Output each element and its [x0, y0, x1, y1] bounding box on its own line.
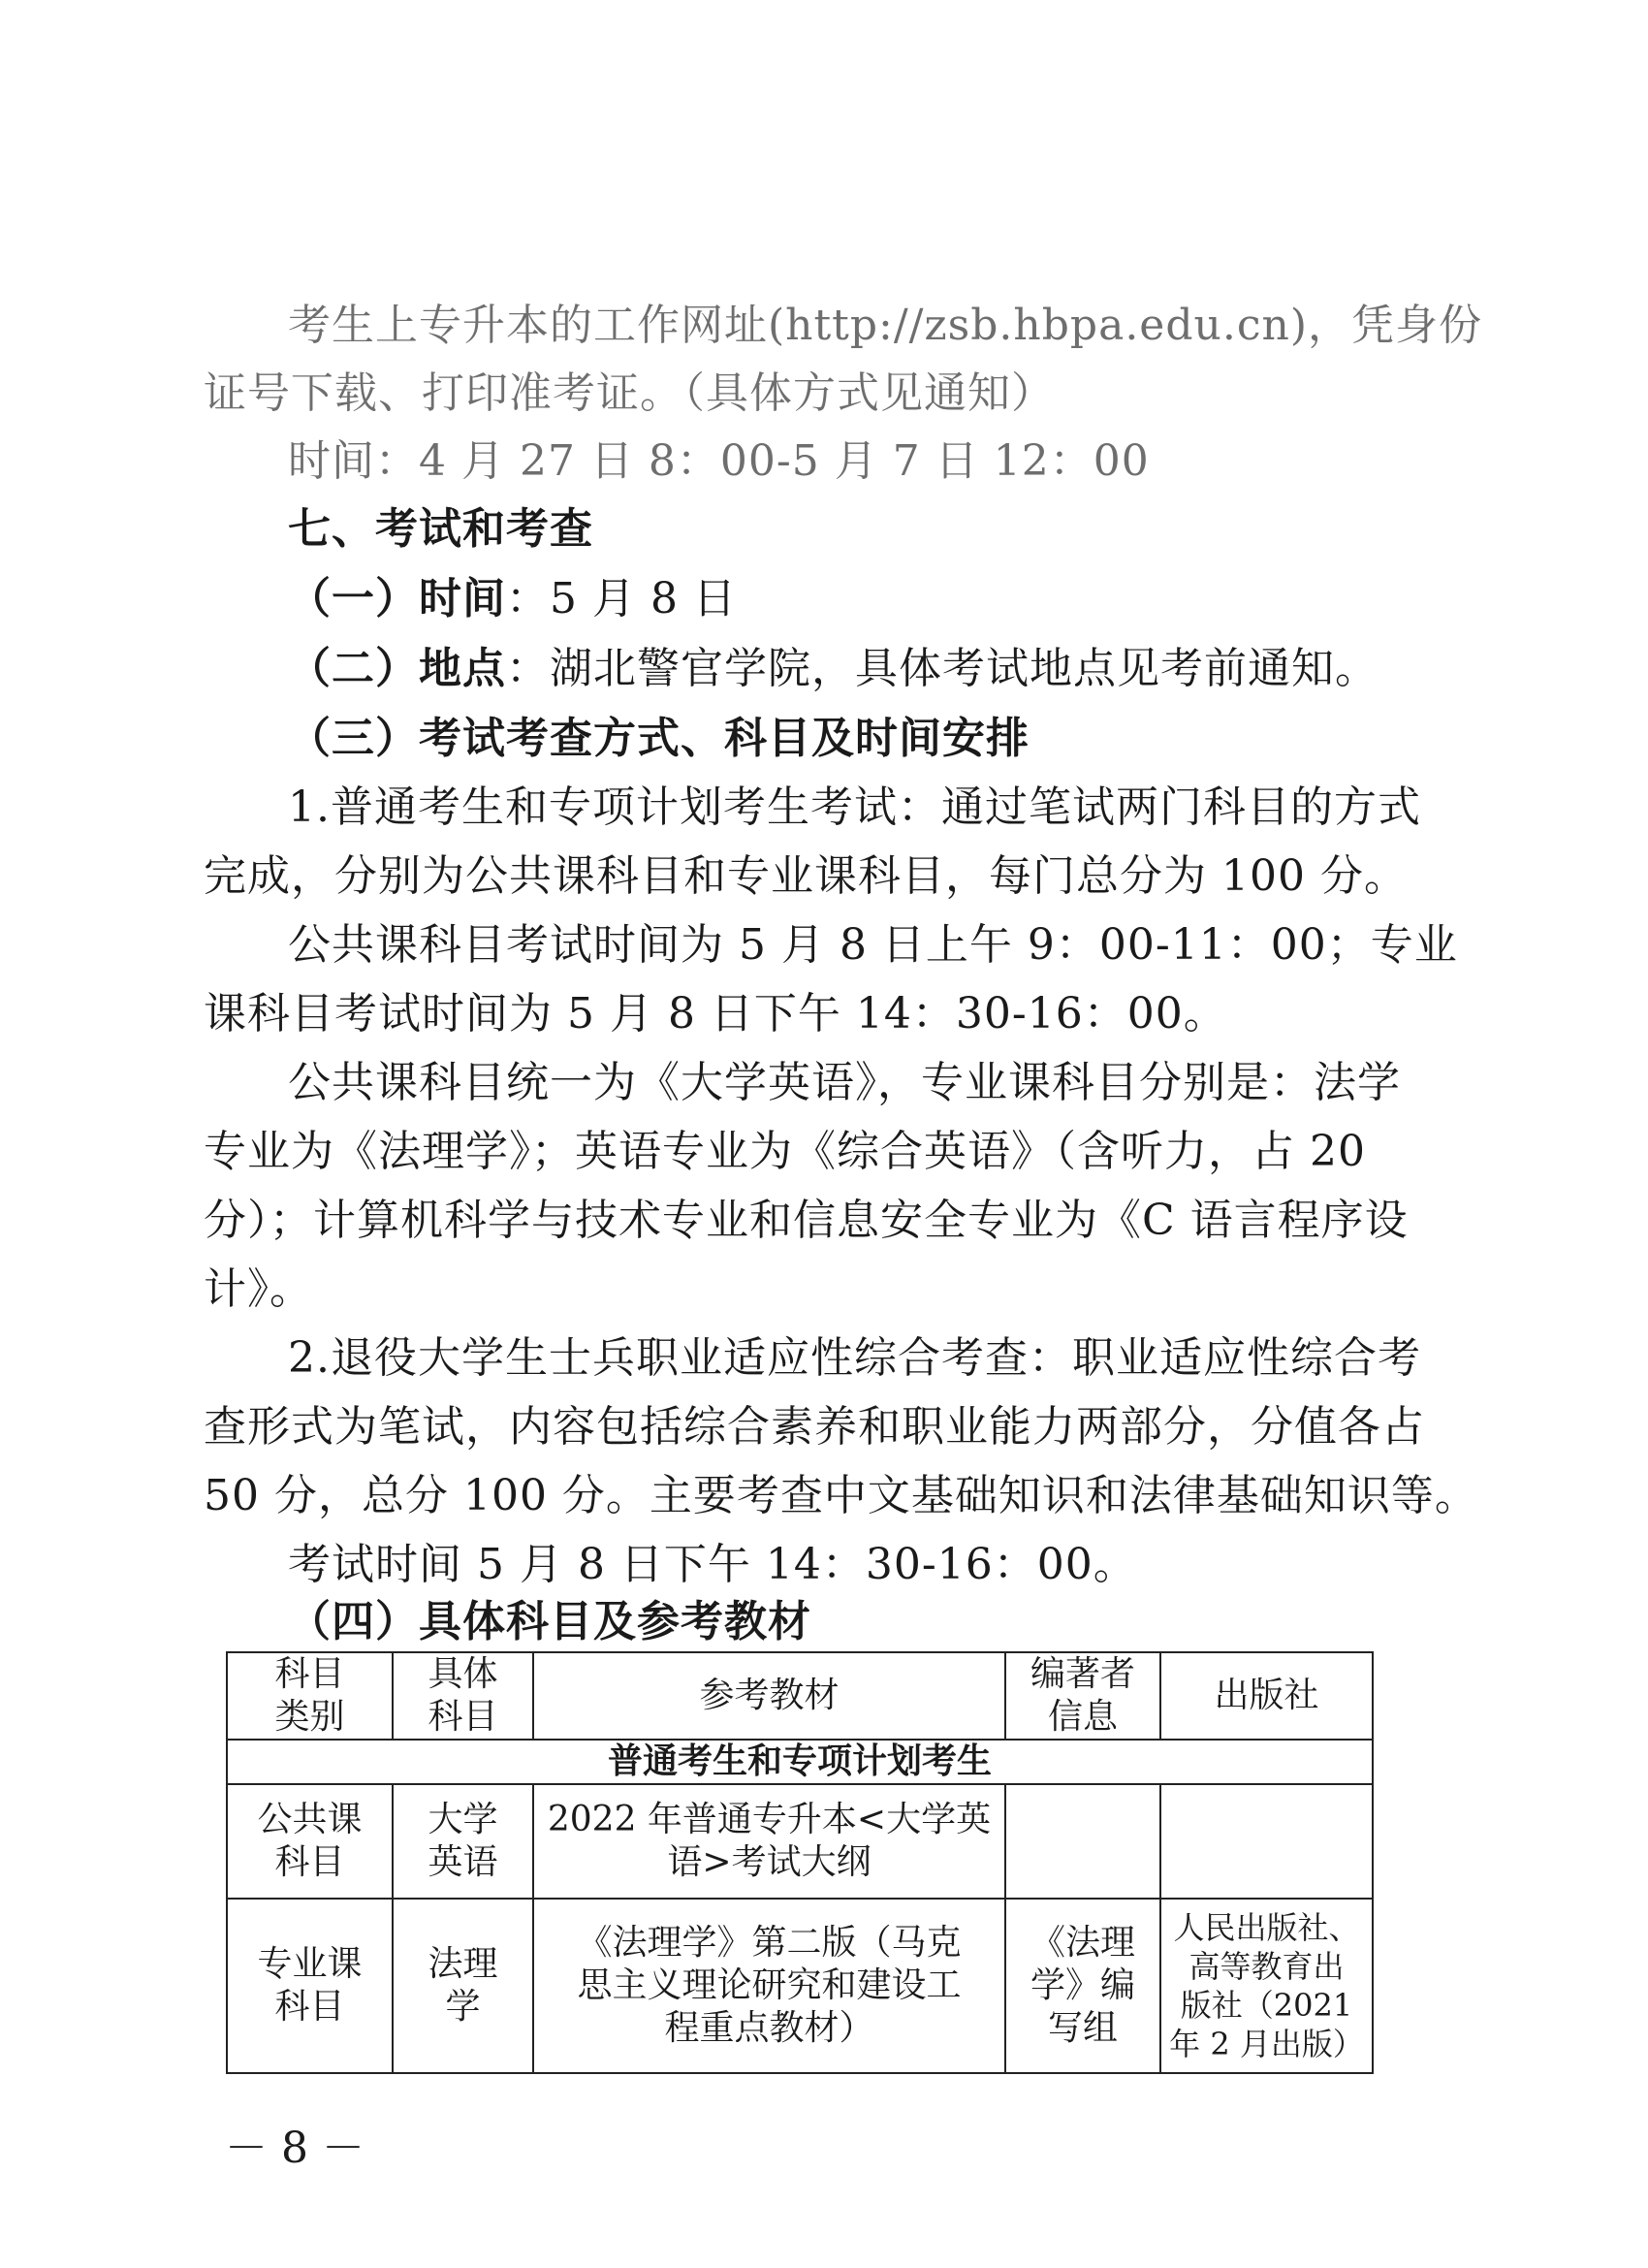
subsection-value: ：5 月 8 日 [506, 574, 737, 623]
paragraph-line: 课科目考试时间为 5 月 8 日下午 14：30-16：00。 [204, 989, 1227, 1038]
paragraph-line: 50 分，总分 100 分。主要考查中文基础知识和法律基础知识等。 [204, 1471, 1478, 1520]
cell-category: 公共课 科目 [227, 1784, 393, 1899]
subsection-heading: （四）具体科目及参考教材 [288, 1597, 811, 1646]
cell-subject: 法理 学 [393, 1899, 533, 2073]
header-category: 科目 类别 [227, 1652, 393, 1740]
header-textbook: 参考教材 [533, 1652, 1005, 1740]
cell-category: 专业课 科目 [227, 1899, 393, 2073]
paragraph-line [288, 642, 1379, 696]
paragraph-line: 计》。 [204, 1264, 313, 1314]
header-subject: 具体 科目 [393, 1652, 533, 1740]
cell-author: 《法理 学》编 写组 [1005, 1899, 1160, 2073]
paragraph-line: 公共课科目考试时间为 5 月 8 日上午 9：00-11：00；专业 [288, 920, 1458, 970]
header-publisher: 出版社 [1160, 1652, 1373, 1740]
cell-textbook: 2022 年普通专升本<大学英 语>考试大纲 [533, 1784, 1005, 1899]
paragraph-line: 考试时间 5 月 8 日下午 14：30-16：00。 [288, 1540, 1137, 1589]
subsection-value: ：湖北警官学院，具体考试地点见考前通知。 [506, 644, 1379, 693]
cell-textbook: 《法理学》第二版（马克 思主义理论研究和建设工 程重点教材） [533, 1899, 1005, 2073]
header-author: 编著者 信息 [1005, 1652, 1160, 1740]
cell-subject: 大学 英语 [393, 1784, 533, 1899]
cell-publisher: 人民出版社、 高等教育出 版社（2021 年 2 月出版） [1160, 1899, 1373, 2073]
subsection-label: （二）地点 [288, 644, 506, 693]
table-header-row [227, 1652, 1373, 1740]
paragraph-line: 公共课科目统一为《大学英语》，专业课科目分别是：法学 [288, 1058, 1401, 1107]
paragraph-line: 专业为《法理学》；英语专业为《综合英语》（含听力，占 20 [204, 1127, 1366, 1176]
page-number: － 8 － [225, 2124, 364, 2173]
paragraph-line [288, 572, 737, 626]
paragraph-line: 时间：4 月 27 日 8：00-5 月 7 日 12：00 [288, 436, 1150, 486]
group-title: 普通考生和专项计划考生 [227, 1740, 1373, 1784]
reference-textbook-table [226, 1651, 1374, 2074]
paragraph-line: 完成，分别为公共课科目和专业课科目，每门总分为 100 分。 [204, 851, 1408, 901]
paragraph-line: 查形式为笔试，内容包括综合素养和职业能力两部分，分值各占 [204, 1402, 1425, 1452]
cell-publisher [1160, 1784, 1373, 1899]
subsection-heading: （三）考试考查方式、科目及时间安排 [288, 714, 1030, 763]
table-row [227, 1784, 1373, 1899]
table-group-row [227, 1740, 1373, 1784]
section-heading: 七、考试和考查 [288, 504, 593, 554]
cell-author [1005, 1784, 1160, 1899]
paragraph-line: 分）；计算机科学与技术专业和信息安全专业为《C 语言程序设 [204, 1196, 1409, 1245]
paragraph-line: 证号下载、打印准考证。（具体方式见通知） [204, 368, 1055, 418]
paragraph-line: 2.退役大学生士兵职业适应性综合考查：职业适应性综合考 [288, 1333, 1421, 1383]
paragraph-line: 1.普通考生和专项计划考生考试：通过笔试两门科目的方式 [288, 783, 1421, 832]
subsection-label: （一）时间 [288, 574, 506, 623]
table-row [227, 1899, 1373, 2073]
paragraph-line: 考生上专升本的工作网址(http://zsb.hbpa.edu.cn)，凭身份 [288, 301, 1482, 350]
